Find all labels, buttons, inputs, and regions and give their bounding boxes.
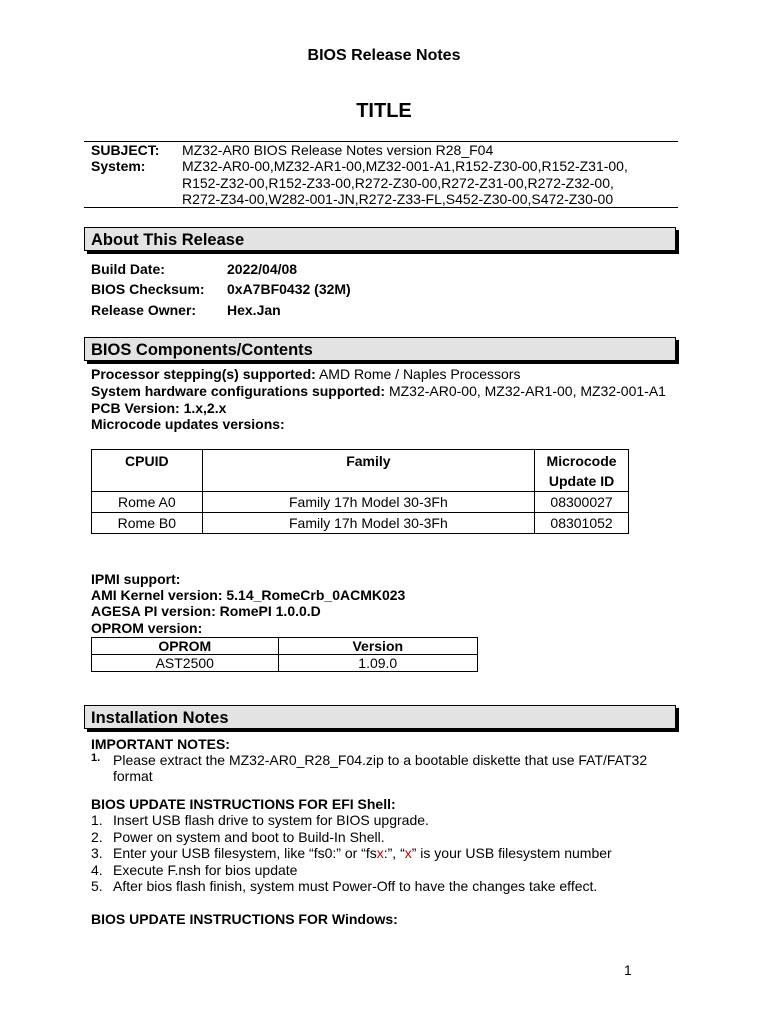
list-item (91, 812, 612, 829)
step-text: Execute F.nsh for bios update (113, 861, 298, 878)
hwconf-value: MZ32-AR0-00, MZ32-AR1-00, MZ32-001-A1 (388, 383, 666, 399)
owner-value: Hex.Jan (227, 302, 281, 318)
table-row (92, 513, 629, 534)
microcode-label: Microcode updates versions: (91, 416, 285, 432)
document-header: BIOS Release Notes (307, 47, 461, 64)
table-cell: Rome B0 (92, 513, 203, 534)
divider (84, 207, 678, 208)
table-header-row (92, 450, 629, 492)
table-row (92, 492, 629, 513)
step-number: 2. (91, 828, 103, 845)
table-cell: AST2500 (92, 655, 279, 672)
pcb-version: PCB Version: 1.x,2.x (91, 400, 227, 416)
ami-kernel-version: AMI Kernel version: 5.14_RomeCrb_0ACMK023 (91, 587, 406, 603)
important-note-number: 1. (91, 752, 101, 764)
checksum-value: 0xA7BF0432 (32M) (227, 281, 351, 297)
oprom-table (91, 637, 478, 672)
table-header (535, 450, 629, 492)
step-highlight: x (404, 845, 412, 862)
section-heading-components: BIOS Components/Contents (84, 337, 676, 361)
system-label: System: (91, 158, 146, 174)
list-item (91, 878, 612, 895)
section-heading-about: About This Release (84, 227, 676, 251)
table-cell: 08301052 (535, 513, 629, 534)
efi-steps-list (91, 812, 612, 895)
efi-heading: BIOS UPDATE INSTRUCTIONS FOR EFI Shell: (91, 796, 396, 812)
build-date-label: Build Date: (91, 261, 165, 277)
important-notes-label: IMPORTANT NOTES: (91, 736, 230, 752)
important-note-line: format (113, 768, 153, 784)
step-number: 1. (91, 812, 103, 828)
stepping-value: AMD Rome / Naples Processors (318, 366, 521, 382)
step-number: 5. (91, 878, 103, 895)
section-heading-install: Installation Notes (84, 705, 676, 729)
table-cell: Rome A0 (92, 492, 203, 513)
hwconf-label: System hardware configurations supported: (91, 383, 386, 399)
header-line: Update ID (548, 472, 615, 489)
system-line: R152-Z32-00,R152-Z33-00,R272-Z30-00,R272-Z31-00,R272-Z32-00, (182, 175, 614, 191)
table-cell: Family 17h Model 30-3Fh (202, 513, 534, 534)
checksum-label: BIOS Checksum: (91, 281, 205, 297)
important-note-line: Please extract the MZ32-AR0_R28_F04.zip to a bootable diskette that use FAT/FAT32 (113, 752, 648, 768)
list-item (91, 862, 612, 879)
table-header: Version (278, 638, 477, 655)
list-item (91, 845, 612, 862)
header-line: Microcode (546, 452, 617, 469)
page-title: TITLE (356, 100, 412, 122)
stepping-row (91, 366, 520, 382)
step-text: After bios flash finish, system must Power-Off to have the changes take effect. (113, 878, 598, 895)
stepping-label: Processor stepping(s) supported: (91, 366, 316, 382)
table-header: OPROM (92, 638, 279, 655)
step-highlight: x (376, 845, 384, 862)
step-text: Power on system and boot to Build-In Shell. (113, 828, 385, 845)
table-header: CPUID (92, 450, 203, 492)
agesa-version: AGESA PI version: RomePI 1.0.0.D (91, 603, 321, 619)
system-line: R272-Z34-00,W282-001-JN,R272-Z33-FL,S452-Z30-00,S472-Z30-00 (182, 191, 614, 207)
system-line: MZ32-AR0-00,MZ32-AR1-00,MZ32-001-A1,R152-Z30-00,R152-Z31-00, (182, 158, 628, 174)
list-item (91, 829, 612, 846)
microcode-table (91, 449, 629, 534)
oprom-label: OPROM version: (91, 620, 203, 636)
step-text: Insert USB flash drive to system for BIOS upgrade. (113, 812, 429, 828)
page-number: 1 (624, 962, 632, 978)
step-number: 3. (91, 845, 103, 862)
owner-label: Release Owner: (91, 302, 197, 318)
step-text: :”, “ (383, 845, 405, 862)
table-cell: Family 17h Model 30-3Fh (202, 492, 534, 513)
step-text: Enter your USB filesystem, like “fs0:” or “fs (113, 845, 377, 862)
subject-value: MZ32-AR0 BIOS Release Notes version R28_F04 (182, 142, 494, 158)
hwconf-row (91, 383, 666, 399)
table-row (92, 655, 478, 672)
table-header-row (92, 638, 478, 655)
table-cell: 08300027 (535, 492, 629, 513)
step-number: 4. (91, 861, 103, 878)
table-cell: 1.09.0 (278, 655, 477, 672)
step-text: ” is your USB filesystem number (411, 845, 612, 862)
build-date-value: 2022/04/08 (227, 261, 298, 277)
windows-heading: BIOS UPDATE INSTRUCTIONS FOR Windows: (91, 911, 398, 927)
table-header: Family (202, 450, 534, 492)
ipmi-support: IPMI support: (91, 571, 181, 587)
subject-label: SUBJECT: (91, 142, 160, 158)
